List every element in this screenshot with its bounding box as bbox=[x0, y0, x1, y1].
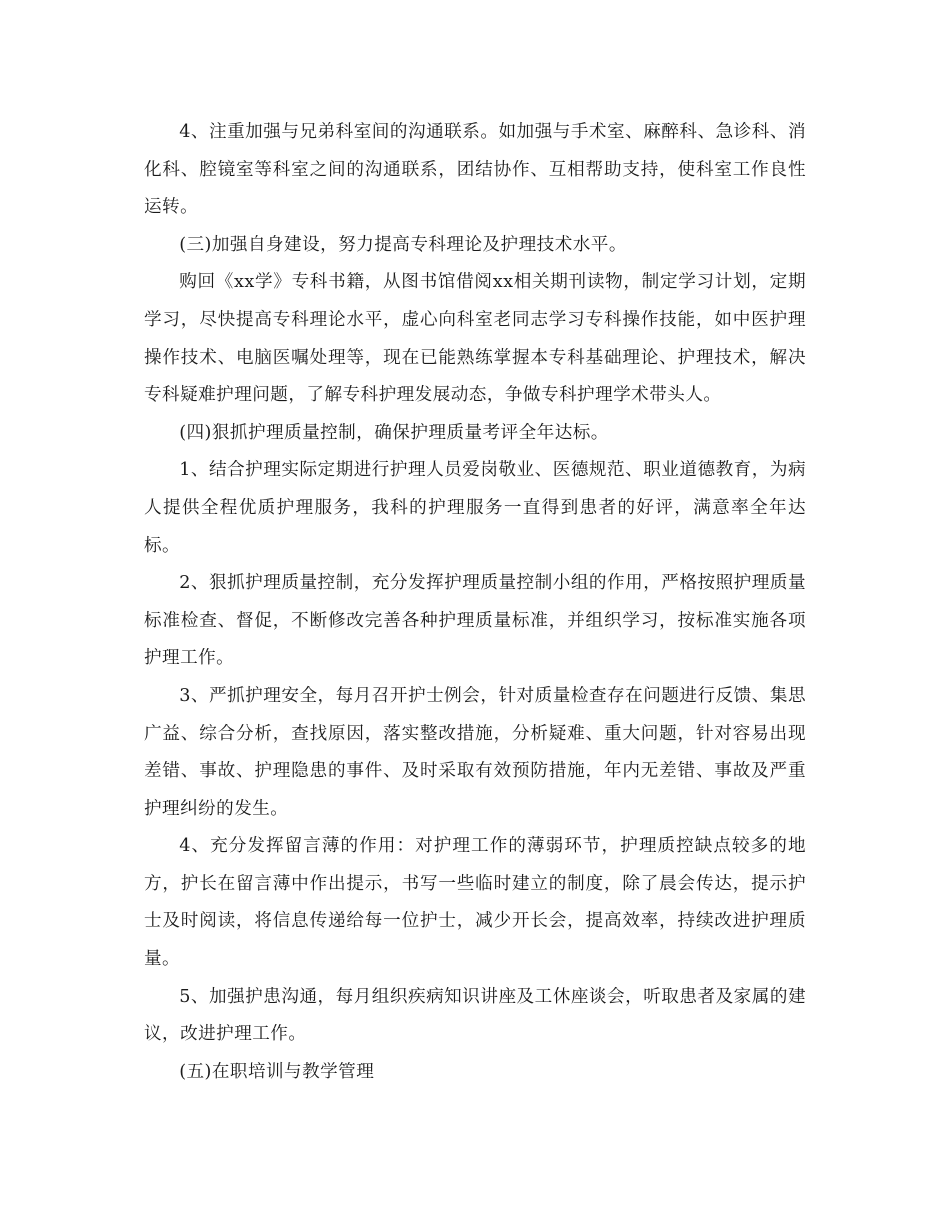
paragraph-communication: 4、注重加强与兄弟科室间的沟通联系。如加强与手术室、麻醉科、急诊科、消化科、腔镜室等科室之间的沟通联系，团结协作、互相帮助支持，使科室工作良性运转。 bbox=[144, 122, 806, 218]
paragraph-item-3: 3、严抓护理安全，每月召开护士例会，针对质量检查存在问题进行反馈、集思广益、综合分析，查找原因，落实整改措施，分析疑难、重大问题，针对容易出现差错、事故、护理隐患的事件、及时采取有效预防措施，年内无差错、事故及严重护理纠纷的发生。 bbox=[144, 685, 806, 819]
section-heading-training: (五)在职培训与教学管理 bbox=[179, 1061, 375, 1082]
section-heading-self-development: (三)加强自身建设，努力提高专科理论及护理技术水平。 bbox=[179, 234, 627, 255]
paragraph-item-2: 2、狠抓护理质量控制，充分发挥护理质量控制小组的作用，严格按照护理质量标准检查、督促，不断修改完善各种护理质量标准，并组织学习，按标准实施各项护理工作。 bbox=[144, 573, 806, 669]
paragraph-item-1: 1、结合护理实际定期进行护理人员爱岗敬业、医德规范、职业道德教育，为病人提供全程优质护理服务，我科的护理服务一直得到患者的好评，满意率全年达标。 bbox=[144, 460, 806, 556]
paragraph-item-5: 5、加强护患沟通，每月组织疾病知识讲座及工休座谈会，听取患者及家属的建议，改进护理工作。 bbox=[144, 986, 806, 1045]
paragraph-item-4: 4、充分发挥留言薄的作用：对护理工作的薄弱环节，护理质控缺点较多的地方，护长在留言薄中作出提示，书写一些临时建立的制度，除了晨会传达，提示护士及时阅读，将信息传递给每一位护士，减少开长会，提高效率，持续改进护理质量。 bbox=[144, 836, 806, 970]
document-body bbox=[144, 114, 806, 1091]
paragraph-study-plan: 购回《xx学》专科书籍，从图书馆借阅xx相关期刊读物，制定学习计划，定期学习，尽快提高专科理论水平，虚心向科室老同志学习专科操作技能，如中医护理操作技术、电脑医嘱处理等，现在已能熟练掌握本专科基础理论、护理技术，解决专科疑难护理问题，了解专科护理发展动态，争做专科护理学术带头人。 bbox=[144, 272, 806, 406]
section-heading-quality-control: (四)狠抓护理质量控制，确保护理质量考评全年达标。 bbox=[179, 422, 609, 443]
